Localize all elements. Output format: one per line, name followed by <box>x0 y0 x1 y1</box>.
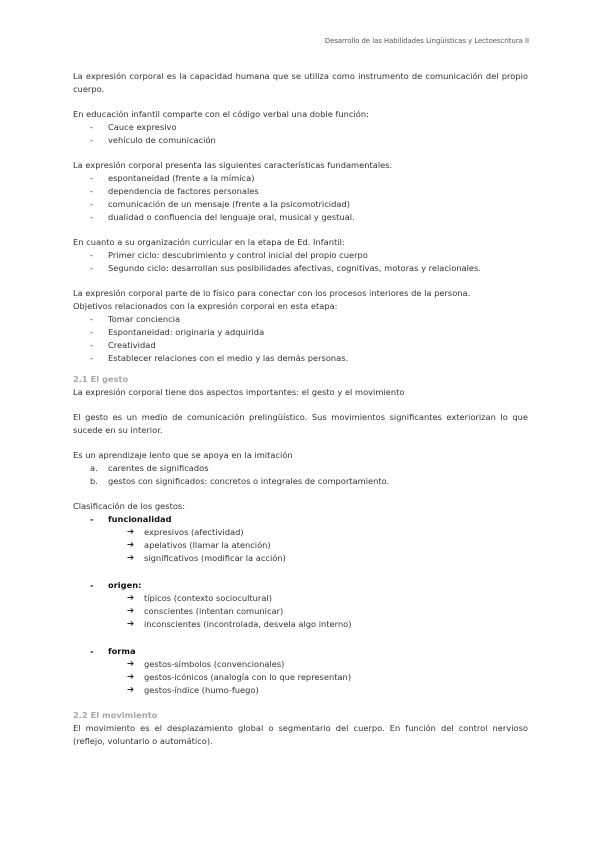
list-item: ➔ conscientes (intentan comunicar) <box>127 606 284 616</box>
arrow-right-icon: ➔ <box>127 527 135 537</box>
gesto-paragraph: El gesto es un medio de comunicación prelingüístico. Sus movimientos significantes exteriorizan lo que sucede en su interior. <box>73 412 528 435</box>
funcionalidad-list <box>73 526 528 565</box>
list-item: ➔ gestos-símbolos (convencionales) <box>127 659 285 669</box>
list-item: ➔ gestos-icónicos (analogía con lo que representan) <box>127 672 352 682</box>
objetivos-line2: Objetivos relacionados con la expresión corporal en esta etapa: <box>73 301 338 311</box>
dash-bullet: - <box>90 327 93 337</box>
arrow-right-icon: ➔ <box>127 606 135 616</box>
list-item: - Establecer relaciones con el medio y las demás personas. <box>90 353 349 363</box>
list-item: - dualidad o confluencia del lenguaje oral, musical y gestual. <box>90 212 355 222</box>
dash-bullet: - <box>90 353 93 363</box>
category-origen: - origen: <box>90 580 142 590</box>
list-item: - comunicación de un mensaje (frente a la psicomotricidad) <box>90 199 350 209</box>
doble-funcion-lead: En educación infantil comparte con el código verbal una doble función: <box>73 109 369 119</box>
category-forma: - forma <box>90 646 136 656</box>
caracteristicas-lead: La expresión corporal presenta las siguientes características fundamentales. <box>73 160 393 170</box>
dash-bullet: - <box>90 263 93 273</box>
section-heading-movimiento: 2.2 El movimiento <box>73 710 158 720</box>
list-item: ➔ gestos-índice (humo-fuego) <box>127 685 259 695</box>
list-item: b. gestos con significados: concretos o integrales de comportamiento. <box>90 476 390 486</box>
arrow-right-icon: ➔ <box>127 619 135 629</box>
list-item: ➔ típicos (contexto sociocultural) <box>127 593 272 603</box>
objetivos-list <box>73 313 528 365</box>
list-item: ➔ significativos (modificar la acción) <box>127 553 286 563</box>
arrow-right-icon: ➔ <box>127 593 135 603</box>
list-item: ➔ apelativos (llamar la atención) <box>127 540 271 550</box>
dash-bullet: - <box>90 514 94 524</box>
forma-list <box>73 658 528 697</box>
dash-bullet: - <box>90 314 93 324</box>
aprendizaje-lead: Es un aprendizaje lento que se apoya en la imitación <box>73 450 293 460</box>
gesto-line1: La expresión corporal tiene dos aspectos importantes: el gesto y el movimiento <box>73 387 405 397</box>
list-item: - espontaneidad (frente a la mímica) <box>90 173 255 183</box>
list-item: - Segundo ciclo: desarrollan sus posibilidades afectivas, cognitivas, motoras y relacionales. <box>90 263 481 273</box>
dash-bullet: - <box>90 580 94 590</box>
letter-marker: b. <box>90 476 98 486</box>
origen-list <box>73 592 528 631</box>
intro-paragraph: La expresión corporal es la capacidad humana que se utiliza como instrumento de comunicación del propio cuerpo. <box>73 71 528 94</box>
list-item: - Cauce expresivo <box>90 122 177 132</box>
dash-bullet: - <box>90 173 93 183</box>
list-item: a. carentes de significados <box>90 463 209 473</box>
dash-bullet: - <box>90 340 93 350</box>
caracteristicas-list <box>73 172 528 224</box>
arrow-right-icon: ➔ <box>127 553 135 563</box>
dash-bullet: - <box>90 135 93 145</box>
dash-bullet: - <box>90 646 94 656</box>
arrow-right-icon: ➔ <box>127 659 135 669</box>
organizacion-lead: En cuanto a su organización curricular en la etapa de Ed. Infantil: <box>73 237 345 247</box>
page-content <box>73 70 528 748</box>
running-header: Desarrollo de las Habilidades Lingüísticas y Lectoescritura II <box>324 37 529 45</box>
dash-bullet: - <box>90 122 93 132</box>
list-item: - Primer ciclo: descubrimiento y control inicial del propio cuerpo <box>90 250 368 260</box>
dash-bullet: - <box>90 250 93 260</box>
list-item: - Espontaneidad: originaria y adquirida <box>90 327 265 337</box>
dash-bullet: - <box>90 212 93 222</box>
list-item: ➔ expresivos (afectividad) <box>127 527 244 537</box>
list-item: - Creatividad <box>90 340 156 350</box>
dash-bullet: - <box>90 199 93 209</box>
list-item: - vehículo de comunicación <box>90 135 216 145</box>
doble-funcion-list <box>73 121 528 147</box>
aprendizaje-list <box>73 462 528 488</box>
arrow-right-icon: ➔ <box>127 540 135 550</box>
letter-marker: a. <box>90 463 98 473</box>
dash-bullet: - <box>90 186 93 196</box>
organizacion-list <box>73 249 528 275</box>
list-item: - Tomar conciencia <box>90 314 181 324</box>
list-item: - dependencia de factores personales <box>90 186 259 196</box>
arrow-right-icon: ➔ <box>127 672 135 682</box>
arrow-right-icon: ➔ <box>127 685 135 695</box>
clasificacion-lead: Clasificación de los gestos: <box>73 501 186 511</box>
objetivos-line1: La expresión corporal parte de lo físico para conectar con los procesos interiores de la persona. <box>73 288 471 298</box>
list-item: ➔ inconscientes (incontrolada, desvela algo interno) <box>127 619 352 629</box>
section-heading-gesto: 2.1 El gesto <box>73 374 129 384</box>
movimiento-paragraph: El movimiento es el desplazamiento global o segmentario del cuerpo. En función del control nervioso (reflejo, voluntario o automático). <box>73 723 528 746</box>
category-funcionalidad: - funcionalidad <box>90 514 172 524</box>
